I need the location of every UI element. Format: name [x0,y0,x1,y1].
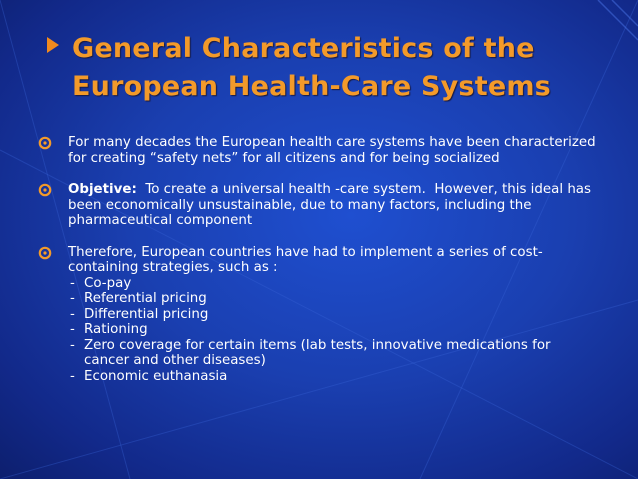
list-item: - Rationing [70,322,148,337]
list-item: - Zero coverage for certain items (lab tests, innovative medications for cancer and other diseases) [70,337,551,368]
list-item: - Economic euthanasia [70,368,228,384]
ring-bullet-icon [38,136,52,150]
list-item-text: Zero coverage for certain items (lab tests, innovative medications for cancer and other diseases) [84,337,551,368]
list-item: - Differential pricing [70,306,209,322]
ring-bullet-icon [38,246,52,260]
slide-title: General Characteristics of the European Health-Care Systems [72,33,551,102]
list-item-text: Economic euthanasia [84,368,228,384]
chevron-right-icon [47,37,59,53]
bullet-item [38,135,598,166]
list-item: - Co-pay [70,275,132,291]
strategy-list [68,276,598,385]
bullet-text: To create a universal health -care system. However, this ideal has been economically unsustainable, due to many factors, including the pharmaceutical component [68,182,596,228]
list-item-text: Referential pricing [84,291,207,306]
ring-bullet-icon [38,183,52,197]
list-item-text: Differential pricing [84,306,209,322]
slide-content [38,135,598,400]
bullet-item [38,182,598,229]
bullet-item [38,245,598,385]
bullet-label: Objetive: [68,182,137,197]
list-item: - Referential pricing [70,291,207,306]
list-item-text: Co-pay [84,275,132,291]
bullet-text: For many decades the European health care systems have been characterized for creating “safety nets” for all citizens and for being socialized [68,135,596,166]
list-item-text: Rationing [84,322,148,337]
bullet-text: Therefore, European countries have had to implement a series of cost-containing strategies, such as : [68,244,543,275]
